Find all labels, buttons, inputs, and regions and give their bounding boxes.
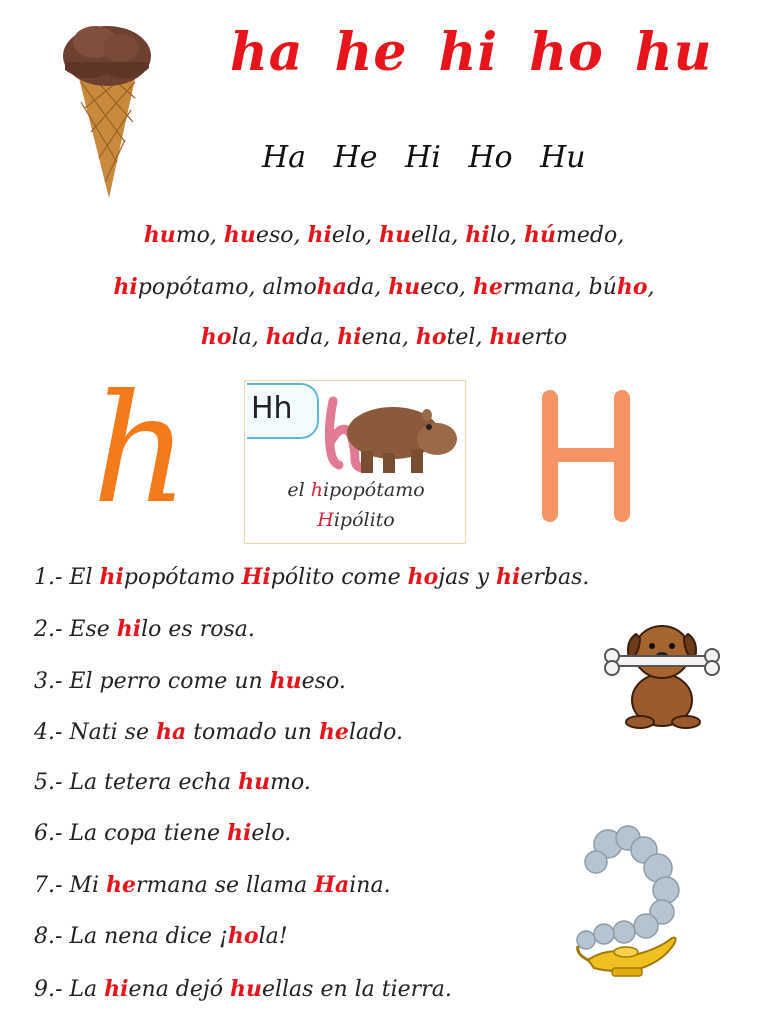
word: hola,	[200, 324, 259, 350]
word-line-1	[0, 222, 768, 248]
sentence-2: 2.- Ese hilo es rosa.	[34, 616, 255, 642]
dog-with-bone-icon	[600, 612, 725, 732]
card-caption-2: Hipólito	[317, 509, 395, 531]
big-lowercase-h: h	[92, 363, 189, 537]
sentence-5: 5.- La tetera echa humo.	[34, 769, 311, 795]
word: búho,	[588, 274, 655, 300]
word: hilo,	[465, 222, 517, 248]
word: hada,	[265, 324, 331, 350]
word: humo,	[143, 222, 217, 248]
word: hueco,	[388, 274, 466, 300]
word: húmedo,	[523, 222, 625, 248]
sentence-8: 8.- La nena dice ¡hola!	[34, 923, 288, 949]
genie-lamp-icon	[568, 822, 693, 982]
svg-text:H: H	[586, 468, 587, 469]
sentence-1: 1.- El hipopótamo Hipólito come hojas y hierbas.	[34, 564, 590, 590]
word-line-2	[0, 274, 768, 300]
word: almohada,	[262, 274, 382, 300]
card-caption-1: el hipopótamo	[287, 479, 425, 501]
sentence-3: 3.- El perro come un hueso.	[34, 668, 346, 694]
word: huerto	[489, 324, 568, 350]
sentence-6: 6.- La copa tiene hielo.	[34, 820, 292, 846]
big-uppercase-h	[540, 388, 632, 524]
sentence-4: 4.- Nati se ha tomado un helado.	[34, 719, 404, 745]
word: hotel,	[415, 324, 483, 350]
letter-card	[244, 380, 466, 544]
word: huella,	[379, 222, 459, 248]
hippo-icon	[315, 391, 465, 481]
sentence-9: 9.- La hiena dejó huellas en la tierra.	[34, 976, 452, 1002]
word-line-3	[0, 324, 768, 350]
word: hermana,	[472, 274, 582, 300]
word: hielo,	[307, 222, 373, 248]
word: hipopótamo,	[113, 274, 256, 300]
word: hiena,	[337, 324, 409, 350]
ice-cream-icon	[55, 12, 155, 202]
card-letter-tag: Hh	[247, 383, 319, 439]
capital-syllables: Ha He Hi Ho Hu	[262, 140, 586, 175]
syllables-title: ha he hi ho hu	[230, 22, 713, 83]
word: hueso,	[223, 222, 301, 248]
sentence-7: 7.- Mi hermana se llama Haina.	[34, 872, 391, 898]
